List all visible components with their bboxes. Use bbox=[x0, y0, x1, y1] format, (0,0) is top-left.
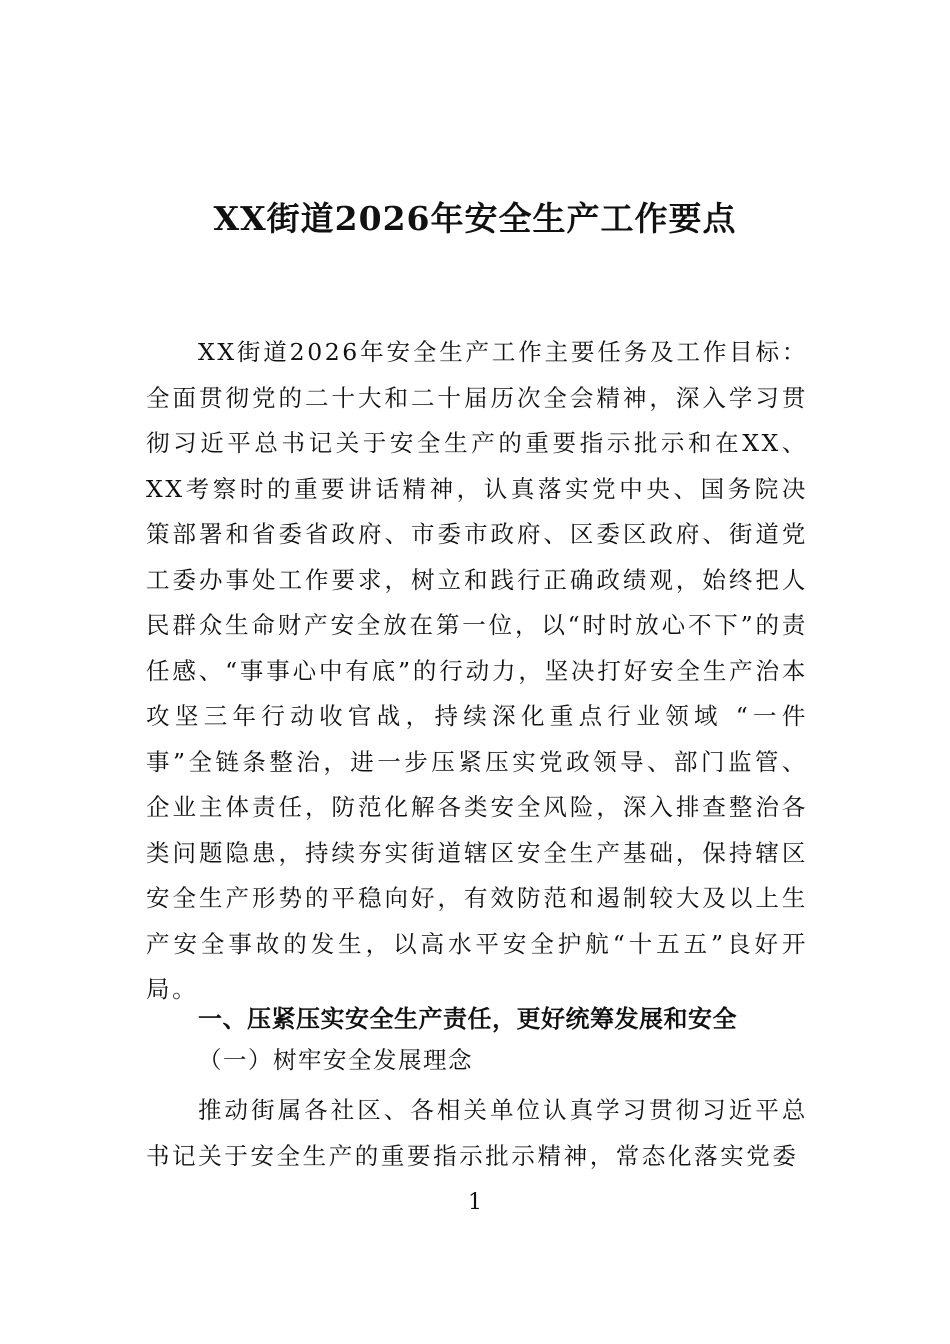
page-number: 1 bbox=[468, 1190, 482, 1215]
document-title: XX街道2026年安全生产工作要点 bbox=[213, 199, 737, 238]
intro-paragraph: XX街道2026年安全生产工作主要任务及工作目标：全面贯彻党的二十大和二十届历次全会精神，深入学习贯彻习近平总书记关于安全生产的重要指示批示和在XX、XX考察时的重要讲话精神，认真落实党中央、国务院决策部署和省委省政府、市委市政府、区委区政府、街道党工委办事处工作要求，树立和践行正确政绩观，始终把人民群众生命财产安全放在第一位，以“时时放心不下”的责任感、“事事心中有底”的行动力，坚决打好安全生产治本攻坚三年行动收官战，持续深化重点行业领域 “一件事”全链条整治，进一步压紧压实党政领导、部门监管、企业主体责任，防范化解各类安全风险，深入排查整治各类问题隐患，持续夯实街道辖区安全生产基础，保持辖区安全生产形势的平稳向好，有效防范和遏制较大及以上生产安全事故的发生，以高水平安全护航“十五五”良好开局。 bbox=[146, 338, 808, 1003]
subsection-heading: （一）树牢安全发展理念 bbox=[198, 1046, 473, 1074]
subsection-paragraph: 推动街属各社区、各相关单位认真学习贯彻习近平总书记关于安全生产的重要指示批示精神，常态化落实党委 bbox=[146, 1096, 808, 1170]
section-heading: 一、压紧压实安全生产责任，更好统筹发展和安全 bbox=[198, 1004, 737, 1033]
